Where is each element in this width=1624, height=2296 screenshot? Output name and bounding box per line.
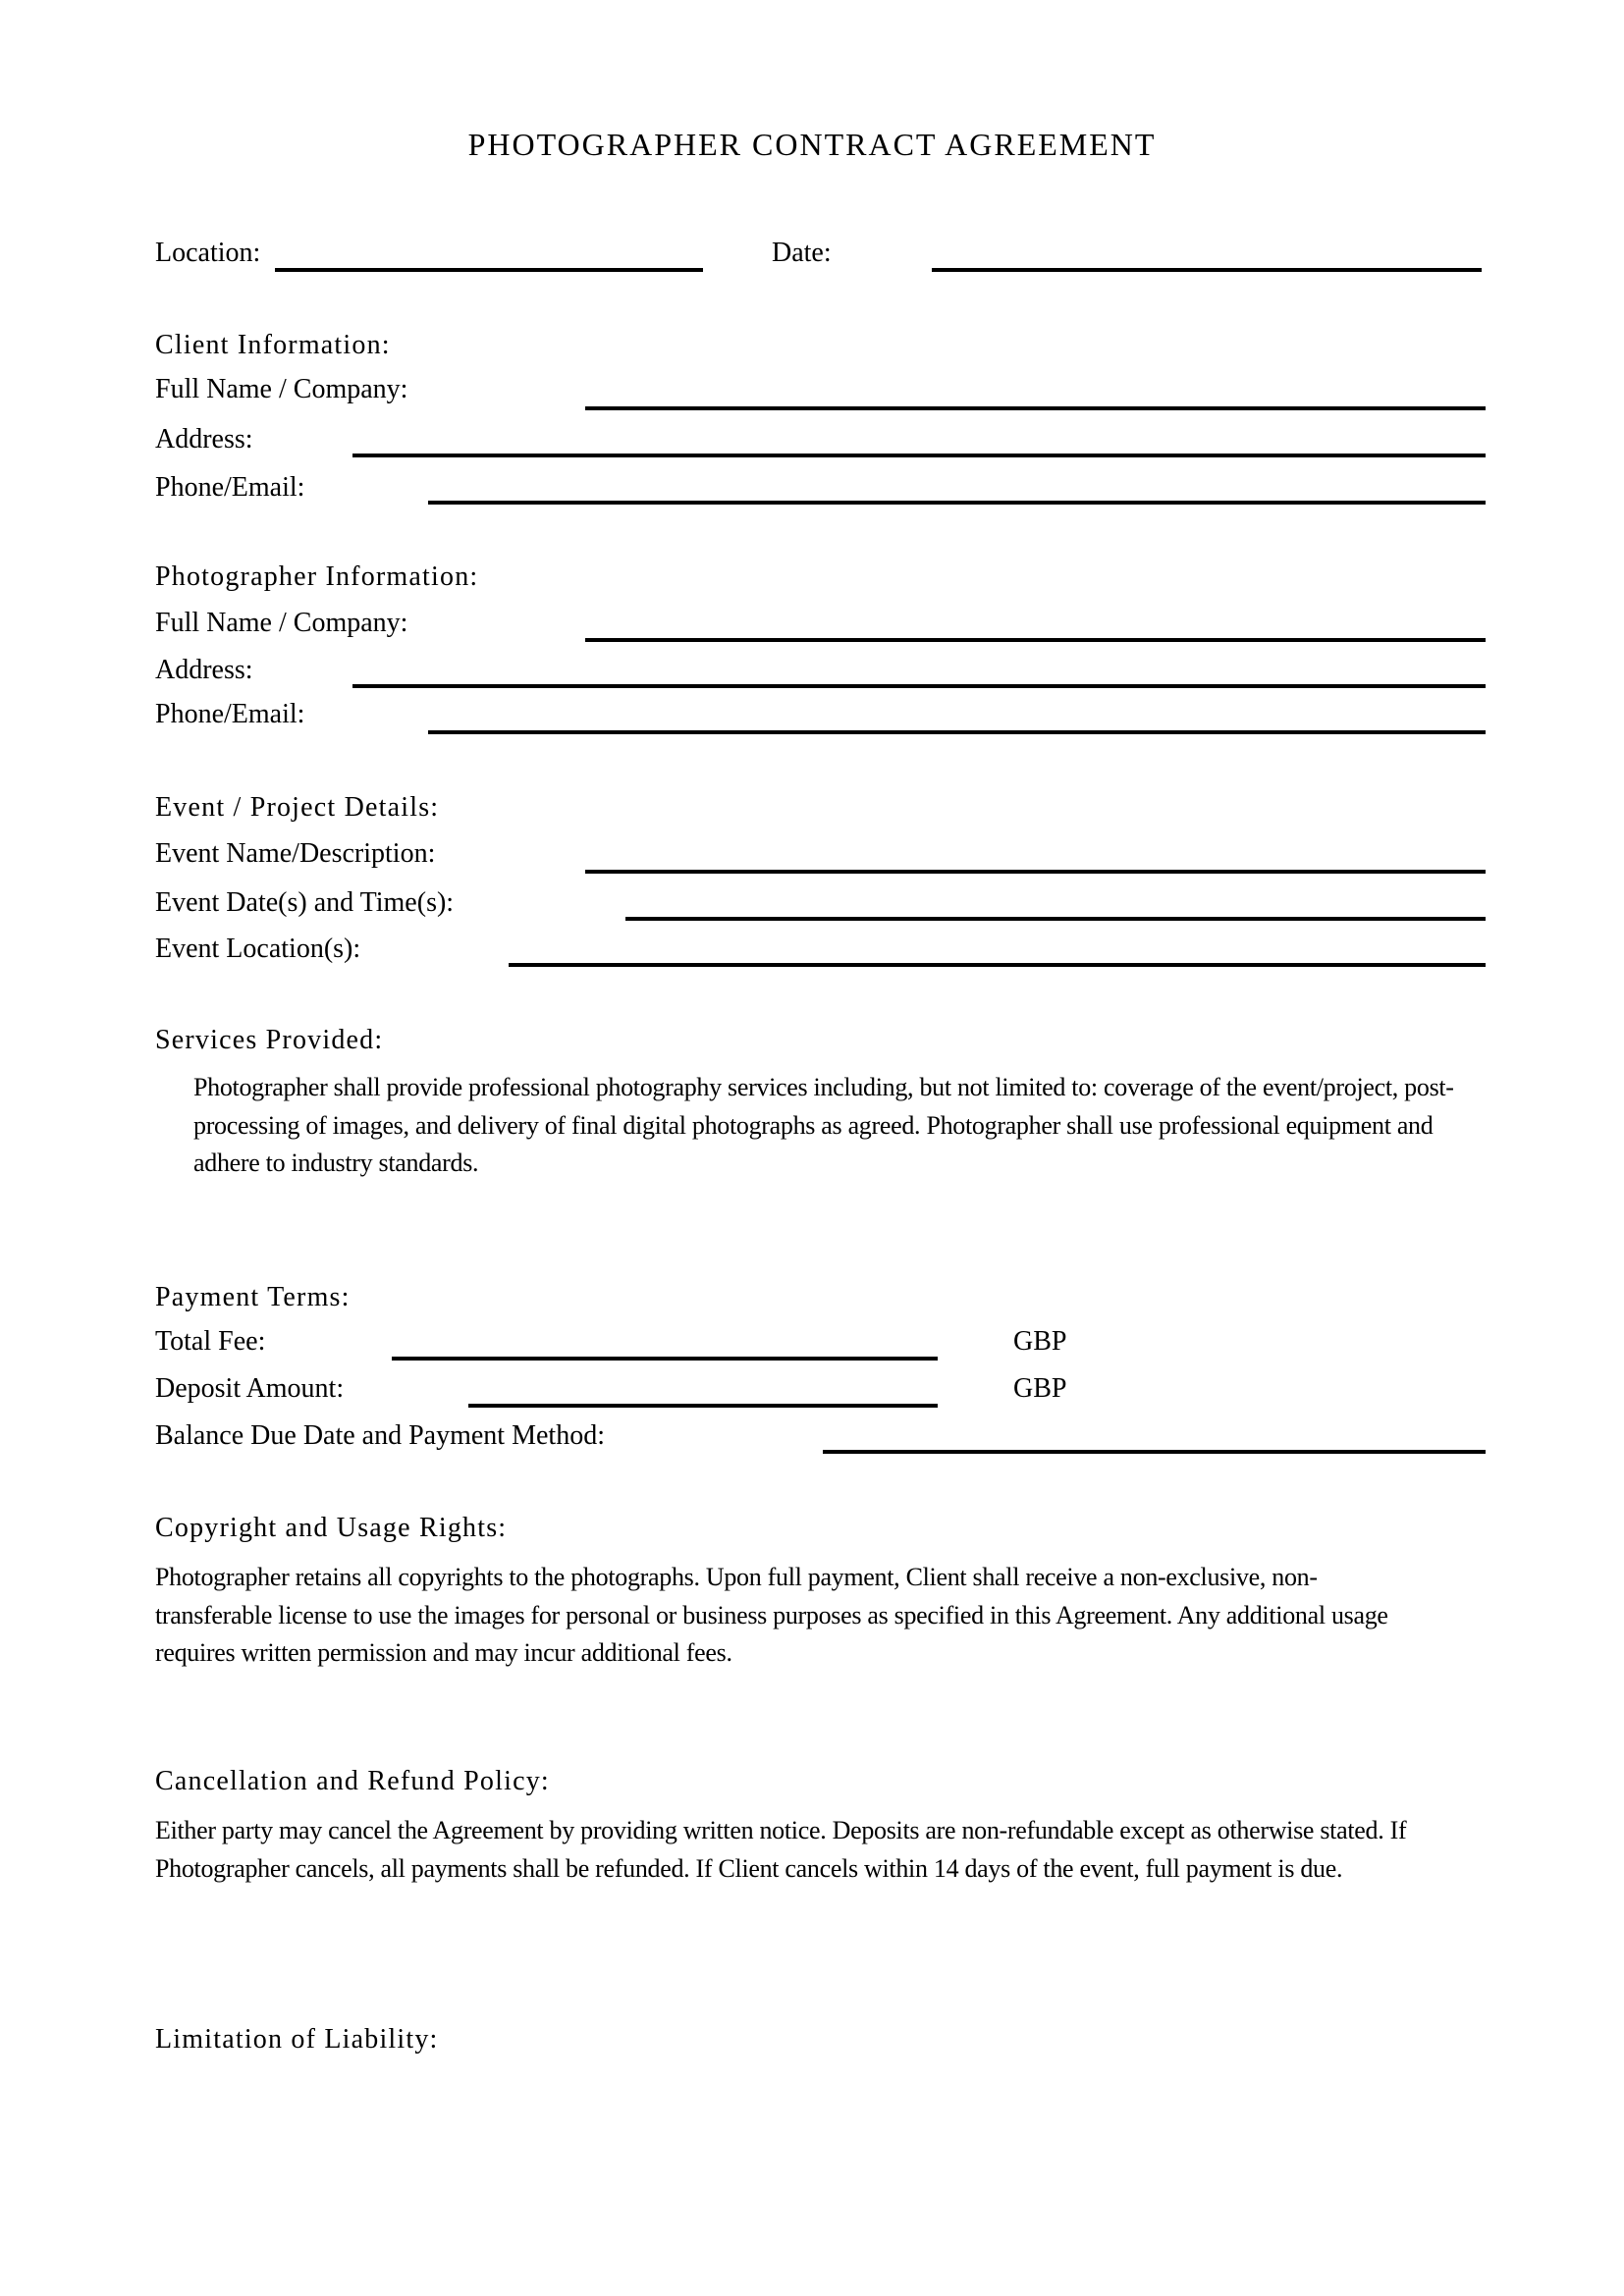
client-full-name-blank-line [585,406,1486,410]
balance-due-label: Balance Due Date and Payment Method: [155,1420,605,1451]
event-location-blank-line [509,963,1486,967]
event-details-heading: Event / Project Details: [155,792,440,823]
deposit-amount-label: Deposit Amount: [155,1373,345,1404]
photographer-info-heading: Photographer Information: [155,561,479,592]
date-label: Date: [772,238,832,268]
client-address-label: Address: [155,424,253,454]
location-label: Location: [155,238,261,268]
page-title: PHOTOGRAPHER CONTRACT AGREEMENT [467,127,1157,162]
date-blank-line [932,268,1482,272]
balance-due-blank-line [823,1450,1486,1454]
location-blank-line [275,268,703,272]
photographer-address-blank-line [352,684,1486,688]
copyright-heading: Copyright and Usage Rights: [155,1513,508,1543]
client-address-blank-line [352,454,1486,457]
client-phone-email-label: Phone/Email: [155,472,305,503]
total-fee-label: Total Fee: [155,1326,266,1357]
event-location-label: Event Location(s): [155,934,361,964]
client-full-name-label: Full Name / Company: [155,374,408,404]
event-name-label: Event Name/Description: [155,838,436,869]
total-fee-blank-line [392,1357,938,1361]
services-body-paragraph: Photographer shall provide professional photography services including, but not limited to: coverage of the event/project, post-processing of images, and delivery of final digital photographs as agreed. Photographer shall use professional equipment and adhere to industry standards. [193,1073,1454,1177]
event-name-blank-line [585,870,1486,874]
photographer-phone-email-label: Phone/Email: [155,699,305,729]
event-datetime-blank-line [625,917,1486,921]
photographer-address-label: Address: [155,655,253,685]
photographer-full-name-label: Full Name / Company: [155,608,408,638]
event-datetime-label: Event Date(s) and Time(s): [155,887,455,918]
client-phone-email-blank-line [428,501,1486,505]
deposit-currency: GBP [1013,1373,1067,1404]
deposit-amount-blank-line [468,1404,938,1408]
total-fee-currency: GBP [1013,1326,1067,1357]
cancellation-body-paragraph: Either party may cancel the Agreement by providing written notice. Deposits are non-refundable except as otherwise stated. If Photographer cancels, all payments shall be refunded. If Client cancels within 14 days of the event, full payment is due. [155,1816,1407,1883]
copyright-body-paragraph: Photographer retains all copyrights to the photographs. Upon full payment, Client shall receive a non-exclusive, non-transferable license to use the images for personal or business purposes as specified in this Agreement. Any additional usage requires written permission and may incur additional fees. [155,1563,1388,1667]
photographer-full-name-blank-line [585,638,1486,642]
photographer-phone-email-blank-line [428,730,1486,734]
payment-terms-heading: Payment Terms: [155,1282,351,1312]
services-heading: Services Provided: [155,1025,384,1055]
cancellation-heading: Cancellation and Refund Policy: [155,1766,550,1796]
client-info-heading: Client Information: [155,330,391,360]
liability-heading: Limitation of Liability: [155,2024,439,2055]
